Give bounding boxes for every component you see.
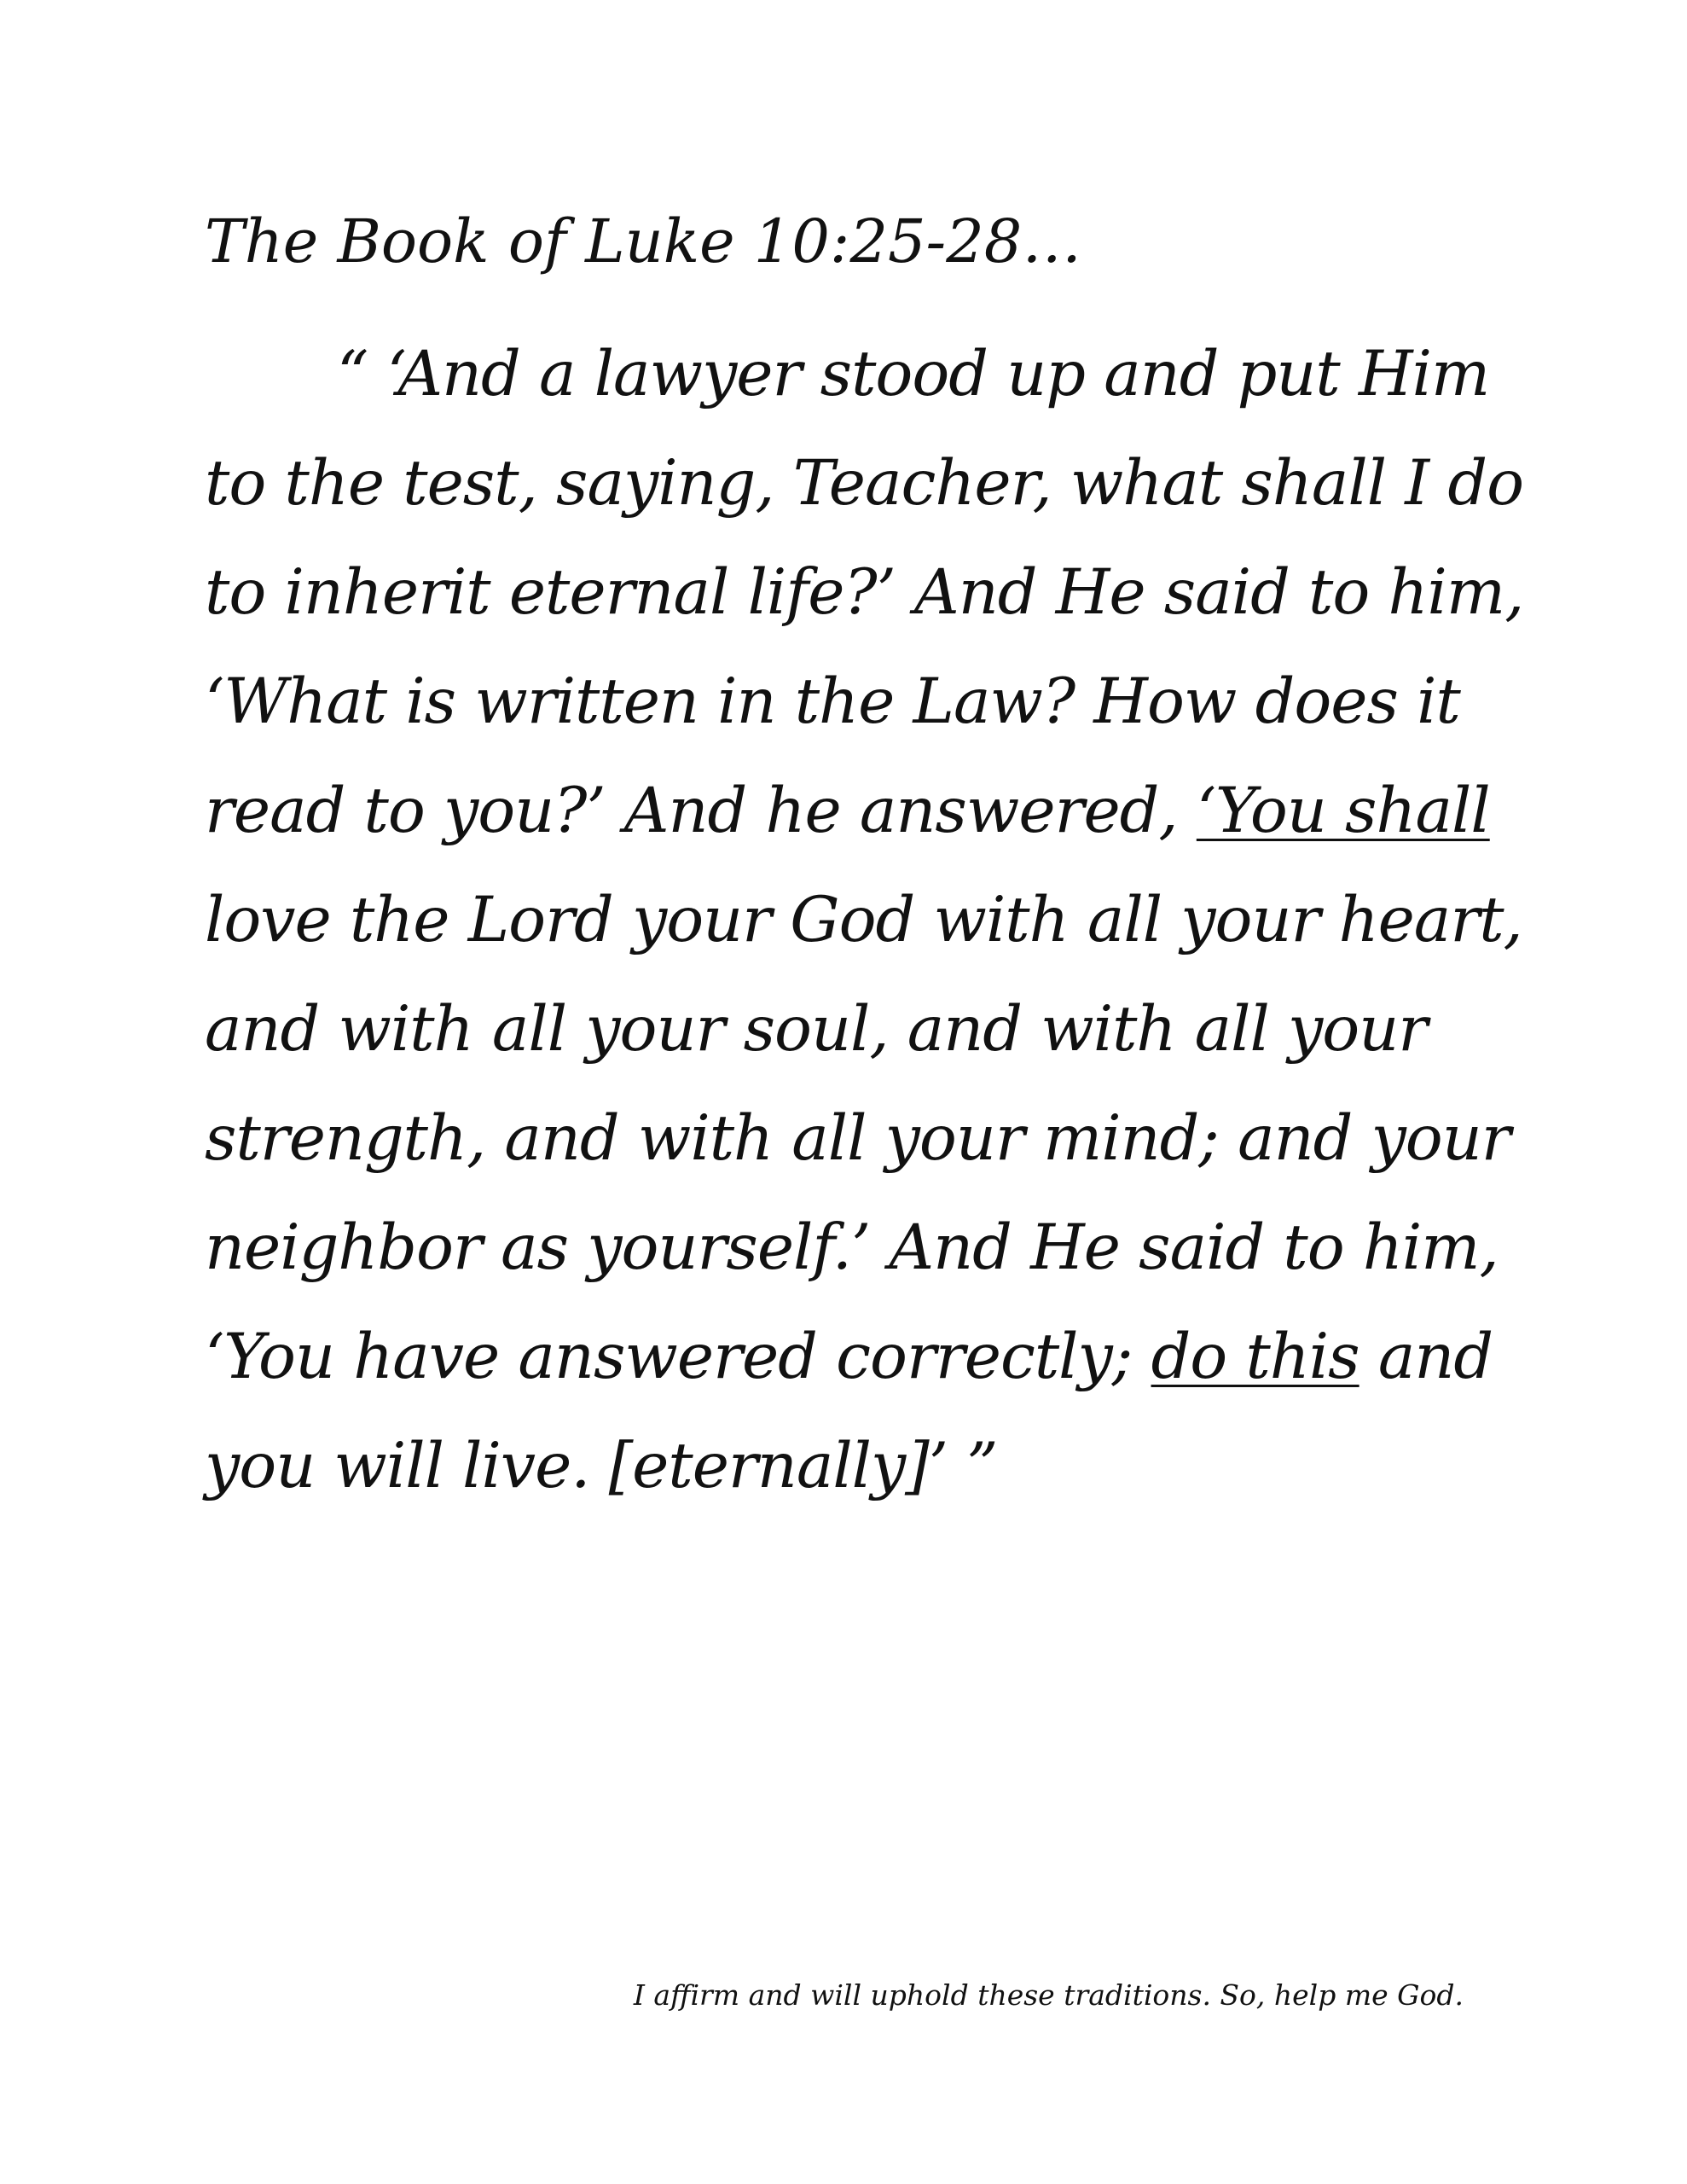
passage-line-8: strength, and with all your mind; and your <box>205 1102 1510 1175</box>
passage-line-4: ‘What is written in the Law? How does it <box>205 665 1460 738</box>
passage-line-9: neighbor as yourself.’ And He said to him, <box>205 1211 1499 1284</box>
passage-line-6: love the Lord your God with all your heart, <box>205 884 1522 956</box>
passage-line-2: to the test, saying, Teacher, what shall I do <box>205 447 1524 520</box>
passage-line-5-text: read to you?’ And he answered, <box>205 775 1197 847</box>
passage-line-10-end: and <box>1359 1321 1493 1393</box>
passage-line-5 <box>205 775 1490 847</box>
passage-line-10 <box>205 1321 1493 1393</box>
signoff-text: I affirm and will uphold these traditions. So, help me God. <box>633 1978 1464 2012</box>
document-title: The Book of Luke 10:25-28… <box>205 206 1082 276</box>
underlined-phrase-you-shall: ‘You shall <box>1196 775 1490 847</box>
passage-line-11: you will live. [eternally]’ ” <box>205 1430 998 1502</box>
passage-line-3: to inherit eternal life?’ And He said to him, <box>205 556 1524 629</box>
passage-line-10-text: ‘You have answered correctly; <box>205 1321 1151 1393</box>
underlined-phrase-do-this: do this <box>1151 1321 1359 1393</box>
passage-line-1: “ ‘And a lawyer stood up and put Him <box>337 338 1490 410</box>
passage-line-7: and with all your soul, and with all your <box>205 993 1428 1066</box>
